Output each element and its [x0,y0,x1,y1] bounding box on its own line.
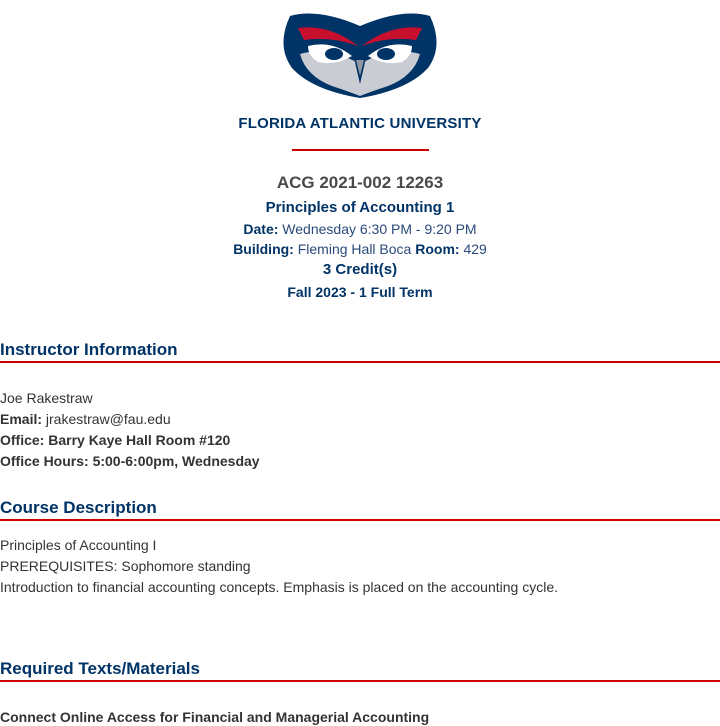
materials-heading: Required Texts/Materials [0,659,720,682]
date-value: Wednesday 6:30 PM - 9:20 PM [282,221,477,237]
location-line [0,241,720,257]
description-heading: Course Description [0,498,720,521]
date-label: Date: [243,221,279,237]
materials-item: Connect Online Access for Financial and Managerial Accounting [0,709,430,725]
fau-owl-logo-icon [278,6,442,102]
room-label: Room: [415,241,460,257]
course-header [0,6,720,300]
instructor-office-hours: Office Hours: 5:00-6:00pm, Wednesday [0,453,260,469]
instructor-name: Joe Rakestraw [0,390,93,406]
instructor-email-line [0,411,171,427]
email-label: Email: [0,411,43,427]
schedule-line [0,221,720,237]
room-value: 429 [463,241,487,257]
instructor-office: Office: Barry Kaye Hall Room #120 [0,432,231,448]
university-name: FLORIDA ATLANTIC UNIVERSITY [238,115,482,132]
description-line: Principles of Accounting I [0,537,157,553]
email-link[interactable]: jrakestraw@fau.edu [45,411,171,427]
credits: 3 Credit(s) [322,261,398,278]
description-line: Introduction to financial accounting concepts. Emphasis is placed on the accounting cycle. [0,579,558,595]
building-label: Building: [233,241,294,257]
description-line: PREREQUISITES: Sophomore standing [0,558,251,574]
instructor-heading: Instructor Information [0,340,720,363]
course-code: ACG 2021-002 12263 [276,173,444,192]
course-title: Principles of Accounting 1 [265,199,455,216]
term: Fall 2023 - 1 Full Term [287,284,433,300]
header-divider [292,149,429,151]
building-value: Fleming Hall Boca [297,241,412,257]
